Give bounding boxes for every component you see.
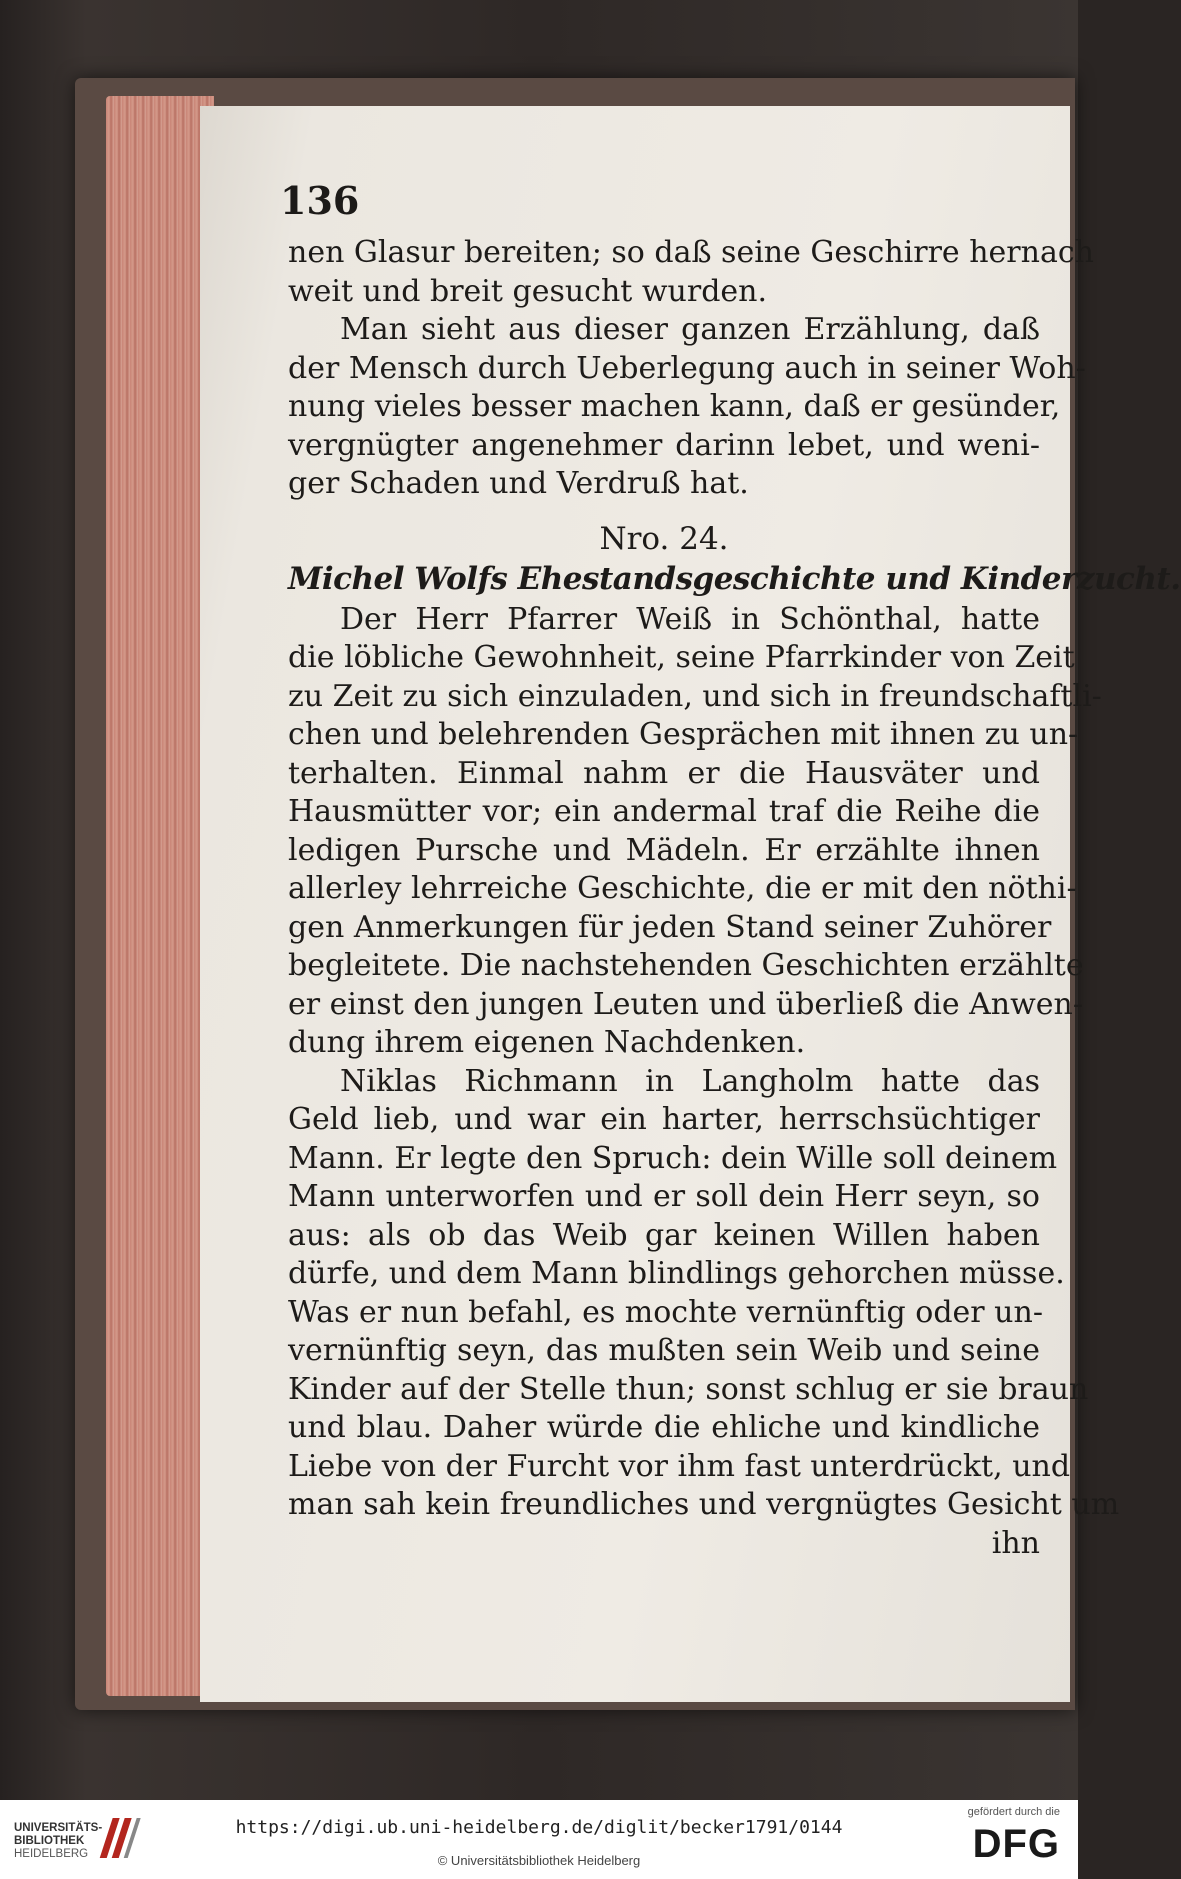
text-line: man sah kein freundliches und vergnügtes Gesicht um — [288, 1487, 1120, 1522]
text-line: Niklas Richmann in Langholm hatte das — [340, 1063, 1040, 1099]
text-line: Geld lieb, und war ein harter, herrschsüchtiger — [288, 1102, 1040, 1137]
text-line: Man sieht aus dieser ganzen Erzählung, daß — [340, 312, 1040, 347]
text-line: ledigen Pursche und Mädeln. Er erzählte ihnen — [288, 832, 1040, 868]
page-edges — [106, 96, 214, 1696]
text-line: dung ihrem eigenen Nachdenken. — [288, 1025, 806, 1060]
viewer-footer — [0, 1800, 1078, 1879]
text-line: aus: als ob das Weib gar keinen Willen haben — [288, 1217, 1040, 1253]
text-line: Der Herr Pfarrer Weiß in Schönthal, hatte — [340, 601, 1040, 637]
text-line: terhalten. Einmal nahm er die Hausväter und — [288, 755, 1040, 791]
text-line: Liebe von der Furcht vor ihm fast unterdrückt, und — [288, 1448, 1071, 1484]
text-line: Was er nun befahl, es mochte vernünftig oder un- — [288, 1294, 1043, 1330]
text-line: ger Schaden und Verdruß hat. — [288, 466, 749, 501]
funding-label: gefördert durch die — [967, 1806, 1060, 1818]
library-name-line3: HEIDELBERG — [14, 1848, 89, 1860]
catchword: ihn — [991, 1525, 1040, 1561]
text-line: Kinder auf der Stelle thun; sonst schlug er sie braun — [288, 1371, 1089, 1407]
text-line: der Mensch durch Ueberlegung auch in seiner Woh- — [288, 350, 1086, 386]
text-line: Mann. Er legte den Spruch: dein Wille soll deinem — [288, 1140, 1058, 1176]
text-line: Mann unterworfen und er soll dein Herr seyn, so — [288, 1179, 1040, 1214]
text-line: begleitete. Die nachstehenden Geschichten erzählte — [288, 948, 1084, 983]
text-line: die löbliche Gewohnheit, seine Pfarrkinder von Zeit — [288, 640, 1075, 675]
section-title: Michel Wolfs Ehestandsgeschichte und Kinderzucht. — [288, 561, 1181, 597]
page-number: 136 — [280, 178, 360, 223]
text-line: vernünftig seyn, das mußten sein Weib und seine — [288, 1333, 1040, 1368]
text-line: er einst den jungen Leuten und überließ die Anwen- — [288, 986, 1084, 1022]
text-line: nen Glasur bereiten; so daß seine Geschirre hernach — [288, 235, 1094, 270]
book-page — [200, 106, 1181, 1702]
permalink-url[interactable]: https://digi.ub.uni-heidelberg.de/diglit/becker1791/0144 — [235, 1817, 843, 1838]
text-line: vergnügter angenehmer darinn lebet, und weni- — [288, 427, 1040, 463]
copyright-notice: © Universitätsbibliothek Heidelberg — [437, 1853, 641, 1868]
text-line: allerley lehrreiche Geschichte, die er mit den nöthi- — [288, 871, 1077, 906]
text-line: zu Zeit zu sich einzuladen, und sich in freundschaftli- — [288, 678, 1102, 714]
page-text — [288, 234, 1181, 1563]
library-name-line1: UNIVERSITÄTS- — [14, 1822, 103, 1834]
text-line: nung vieles besser machen kann, daß er gesünder, — [288, 389, 1061, 424]
section-number: Nro. 24. — [599, 520, 729, 557]
text-line: und blau. Daher würde die ehliche und kindliche — [288, 1410, 1040, 1445]
text-line: chen und belehrenden Gesprächen mit ihnen zu un- — [288, 717, 1079, 752]
text-line: weit und breit gesucht wurden. — [288, 273, 768, 309]
dfg-logo-icon[interactable]: DFG — [972, 1822, 1060, 1866]
library-name-line2: BIBLIOTHEK — [14, 1835, 85, 1847]
text-line: dürfe, und dem Mann blindlings gehorchen müsse. — [288, 1256, 1065, 1291]
text-line: gen Anmerkungen für jeden Stand seiner Zuhörer — [288, 909, 1052, 945]
text-line: Hausmütter vor; ein andermal traf die Reihe die — [288, 794, 1040, 829]
